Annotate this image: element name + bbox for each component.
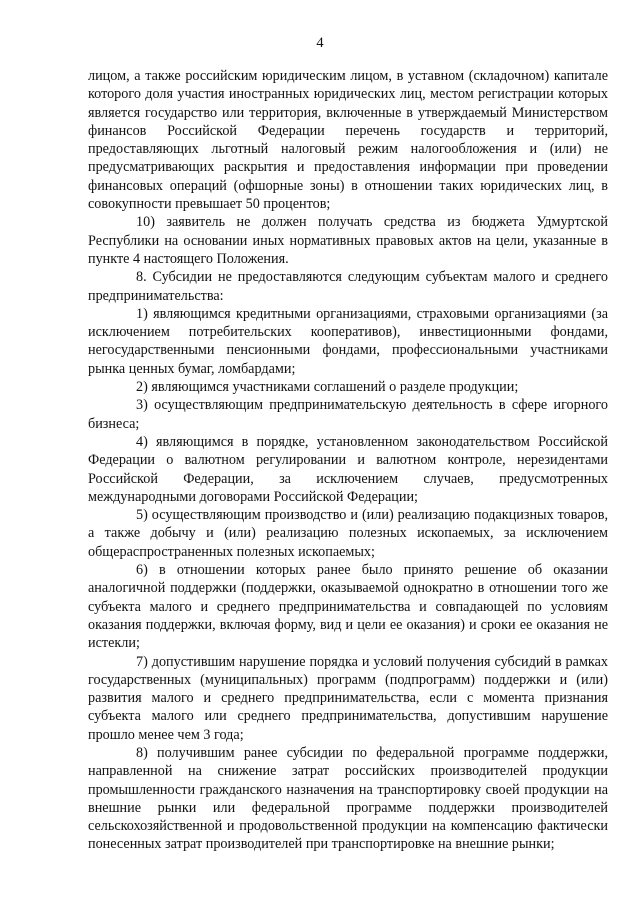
paragraph-item-8: 8) получившим ранее субсидии по федеральной программе поддержки, направленной на снижение затрат российских производителей продукции промышленности гражданского назначения на транспортировку своей продукции на внешние рынки или федеральной программе поддержки производителей сельскохозяйственной и продовольственной продукции на компенсацию фактически понесенных затрат производителей при транспортировке на внешние рынки; (88, 744, 608, 853)
paragraph-section-8: 8. Субсидии не предоставляются следующим субъектам малого и среднего предпринимательства: (88, 269, 608, 304)
paragraph-item-3: 3) осуществляющим предпринимательскую деятельность в сфере игорного бизнеса; (88, 397, 608, 432)
paragraph-item-10: 10) заявитель не должен получать средства из бюджета Удмуртской Республики на основании иных нормативных правовых актов на цели, указанные в пункте 4 настоящего Положения. (88, 214, 608, 267)
page-number: 4 (316, 35, 324, 51)
paragraph-item-7: 7) допустившим нарушение порядка и условий получения субсидий в рамках государственных (муниципальных) программ (подпрограмм) поддержки и (или) развития малого и среднего предпринимательства, если с момента признания субъекта малого или среднего предпринимательства, допустившим нарушение прошло менее чем 3 года; (88, 653, 608, 743)
paragraph-continuation: лицом, а также российским юридическим лицом, в уставном (складочном) капитале которого доля участия иностранных юридических лиц, местом регистрации которых является государство или территория, включенные в утверждаемый Министерством финансов Российской Федерации перечень государств и территорий, предоставляющих льготный налоговый режим налогообложения и (или) не предусматривающих раскрытия и предоставления информации при проведении финансовых операций (офшорные зоны) в отношении таких юридических лиц, в совокупности превышает 50 процентов; (88, 68, 608, 213)
paragraph-item-2: 2) являющимся участниками соглашений о разделе продукции; (136, 379, 519, 396)
paragraph-item-5: 5) осуществляющим производство и (или) реализацию подакцизных товаров, а также добычу и (или) реализацию полезных ископаемых, за исключением общераспространенных полезных ископаемых; (88, 507, 608, 560)
paragraph-item-1: 1) являющимся кредитными организациями, страховыми организациями (за исключением потребительских кооперативов), инвестиционными фондами, негосударственными пенсионными фондами, профессиональными участниками рынка ценных бумаг, ломбардами; (88, 305, 608, 377)
paragraph-item-4: 4) являющимся в порядке, установленном законодательством Российской Федерации о валютном регулировании и валютном контроле, нерезидентами Российской Федерации, за исключением случаев, предусмотренных международными договорами Российской Федерации; (88, 433, 608, 505)
paragraph-item-6: 6) в отношении которых ранее было принято решение об оказании аналогичной поддержки (поддержки, оказываемой однократно в отношении того же субъекта малого и среднего предпринимательства и совпадающей по условиям оказания поддержки, включая форму, вид и цели ее оказания) и сроки ее оказания не истекли; (88, 562, 608, 652)
document-body (88, 67, 608, 854)
